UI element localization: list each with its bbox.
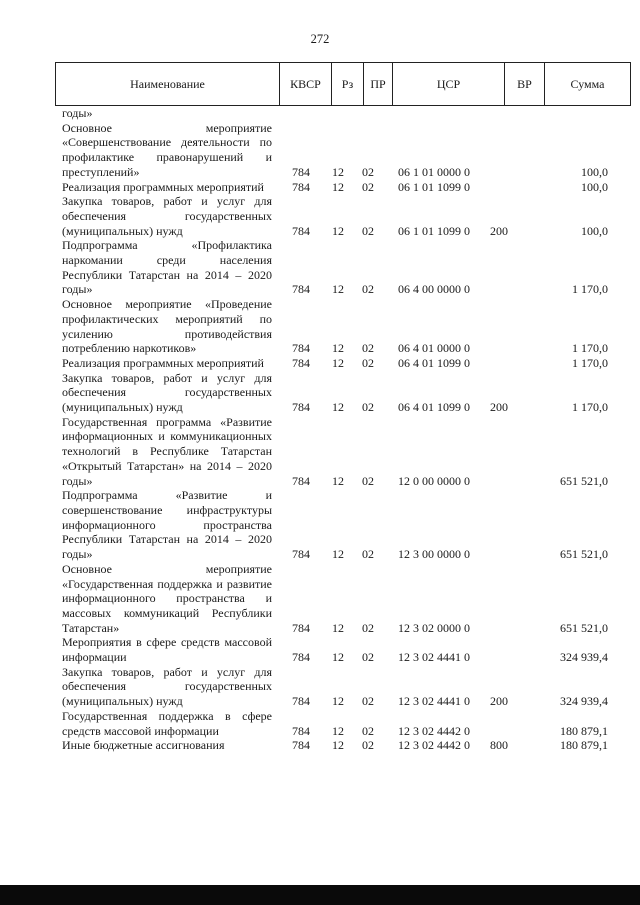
row-sum: 100,0 <box>581 164 608 179</box>
row-csr: 06 4 01 0000 0 <box>398 341 470 356</box>
row-csr: 06 1 01 1099 0 <box>398 179 470 194</box>
header-rz: Рз <box>332 63 364 106</box>
row-pr: 02 <box>362 694 374 709</box>
header-name: Наименование <box>56 63 280 106</box>
row-kvsr: 784 <box>292 400 310 415</box>
row-name: Иные бюджетные ассигнования <box>62 738 225 753</box>
row-rz: 12 <box>332 179 344 194</box>
row-sum: 651 521,0 <box>560 620 608 635</box>
row-name: Подпрограмма «Развитие и совершенствование инфраструктуры информационного пространства Республики Татарстан на 2014 – 2020 годы» <box>62 488 272 562</box>
row-rz: 12 <box>332 723 344 738</box>
table-row <box>0 738 640 753</box>
row-sum: 180 879,1 <box>560 738 608 753</box>
table-row <box>0 106 640 121</box>
row-csr: 12 3 02 4442 0 <box>398 723 470 738</box>
row-pr: 02 <box>362 179 374 194</box>
row-name: Мероприятия в сфере средств массовой информации <box>62 635 272 665</box>
row-csr: 06 4 01 1099 0 <box>398 355 470 370</box>
row-csr: 12 0 00 0000 0 <box>398 473 470 488</box>
row-name: Государственная поддержка в сфере средств массовой информации <box>62 708 272 738</box>
row-kvsr: 784 <box>292 164 310 179</box>
row-name: Закупка товаров, работ и услуг для обеспечения государственных (муниципальных) нужд <box>62 370 272 415</box>
row-pr: 02 <box>362 341 374 356</box>
row-rz: 12 <box>332 164 344 179</box>
row-vr: 200 <box>490 223 508 238</box>
header-kvsr: КВСР <box>280 63 332 106</box>
row-kvsr: 784 <box>292 738 310 753</box>
row-pr: 02 <box>362 164 374 179</box>
table-row <box>0 635 640 664</box>
row-kvsr: 784 <box>292 650 310 665</box>
row-sum: 324 939,4 <box>560 694 608 709</box>
table-row <box>0 121 640 180</box>
row-name: Основное мероприятие «Государственная поддержка и развитие информационного пространства и массовых коммуникаций Республики Татарстан» <box>62 561 272 635</box>
row-rz: 12 <box>332 473 344 488</box>
row-sum: 1 170,0 <box>572 282 608 297</box>
row-pr: 02 <box>362 620 374 635</box>
table-row <box>0 371 640 415</box>
row-vr: 200 <box>490 400 508 415</box>
page-number: 272 <box>310 32 330 46</box>
row-pr: 02 <box>362 473 374 488</box>
row-csr: 06 1 01 1099 0 <box>398 223 470 238</box>
row-name: Государственная программа «Развитие информационных и коммуникационных технологий в Республике Татарстан «Открытый Татарстан» на 2014 – 2020 годы» <box>62 414 272 488</box>
row-kvsr: 784 <box>292 355 310 370</box>
row-pr: 02 <box>362 400 374 415</box>
table-body <box>0 106 640 753</box>
table-row <box>0 415 640 489</box>
row-rz: 12 <box>332 547 344 562</box>
row-pr: 02 <box>362 282 374 297</box>
row-sum: 180 879,1 <box>560 723 608 738</box>
row-rz: 12 <box>332 341 344 356</box>
table-row <box>0 180 640 195</box>
row-name: Основное мероприятие «Совершенствование деятельности по профилактике правонарушений и преступлений» <box>62 120 272 179</box>
row-kvsr: 784 <box>292 282 310 297</box>
row-rz: 12 <box>332 282 344 297</box>
row-sum: 1 170,0 <box>572 400 608 415</box>
row-rz: 12 <box>332 650 344 665</box>
row-pr: 02 <box>362 355 374 370</box>
row-kvsr: 784 <box>292 223 310 238</box>
row-pr: 02 <box>362 738 374 753</box>
row-name: Подпрограмма «Профилактика наркомании среди населения Республики Татарстан на 2014 – 2020 годы» <box>62 238 272 297</box>
row-csr: 06 1 01 0000 0 <box>398 164 470 179</box>
row-name: Основное мероприятие «Проведение профилактических мероприятий по усилению противодействия потреблению наркотиков» <box>62 297 272 356</box>
row-sum: 1 170,0 <box>572 355 608 370</box>
table-row <box>0 665 640 709</box>
row-rz: 12 <box>332 738 344 753</box>
row-rz: 12 <box>332 355 344 370</box>
row-csr: 12 3 02 0000 0 <box>398 620 470 635</box>
row-kvsr: 784 <box>292 694 310 709</box>
row-sum: 100,0 <box>581 223 608 238</box>
header-sum: Сумма <box>545 63 631 106</box>
row-pr: 02 <box>362 547 374 562</box>
table-row <box>0 562 640 636</box>
row-sum: 1 170,0 <box>572 341 608 356</box>
row-rz: 12 <box>332 400 344 415</box>
table-row <box>0 238 640 297</box>
table-row <box>0 356 640 371</box>
row-pr: 02 <box>362 650 374 665</box>
row-name: Реализация программных мероприятий <box>62 179 264 194</box>
row-pr: 02 <box>362 223 374 238</box>
table-row <box>0 194 640 238</box>
scan-edge-bar <box>0 885 640 905</box>
header-vr: ВР <box>505 63 545 106</box>
row-name: Реализация программных мероприятий <box>62 355 264 370</box>
row-csr: 12 3 02 4442 0 <box>398 738 470 753</box>
row-pr: 02 <box>362 723 374 738</box>
row-kvsr: 784 <box>292 473 310 488</box>
row-sum: 324 939,4 <box>560 650 608 665</box>
row-name: годы» <box>62 106 93 120</box>
row-kvsr: 784 <box>292 341 310 356</box>
row-csr: 06 4 01 1099 0 <box>398 400 470 415</box>
row-rz: 12 <box>332 694 344 709</box>
header-csr: ЦСР <box>393 63 505 106</box>
row-vr: 800 <box>490 738 508 753</box>
table-row <box>0 709 640 738</box>
row-kvsr: 784 <box>292 723 310 738</box>
row-rz: 12 <box>332 620 344 635</box>
row-csr: 12 3 02 4441 0 <box>398 694 470 709</box>
row-kvsr: 784 <box>292 547 310 562</box>
table-row <box>0 297 640 356</box>
row-name: Закупка товаров, работ и услуг для обеспечения государственных (муниципальных) нужд <box>62 194 272 238</box>
row-csr: 12 3 02 4441 0 <box>398 650 470 665</box>
row-vr: 200 <box>490 694 508 709</box>
row-sum: 651 521,0 <box>560 473 608 488</box>
row-kvsr: 784 <box>292 179 310 194</box>
row-rz: 12 <box>332 223 344 238</box>
table-header <box>55 62 631 106</box>
header-pr: ПР <box>364 63 393 106</box>
row-csr: 06 4 00 0000 0 <box>398 282 470 297</box>
table-row <box>0 488 640 562</box>
row-sum: 100,0 <box>581 179 608 194</box>
row-csr: 12 3 00 0000 0 <box>398 547 470 562</box>
row-sum: 651 521,0 <box>560 547 608 562</box>
row-kvsr: 784 <box>292 620 310 635</box>
row-name: Закупка товаров, работ и услуг для обеспечения государственных (муниципальных) нужд <box>62 664 272 709</box>
